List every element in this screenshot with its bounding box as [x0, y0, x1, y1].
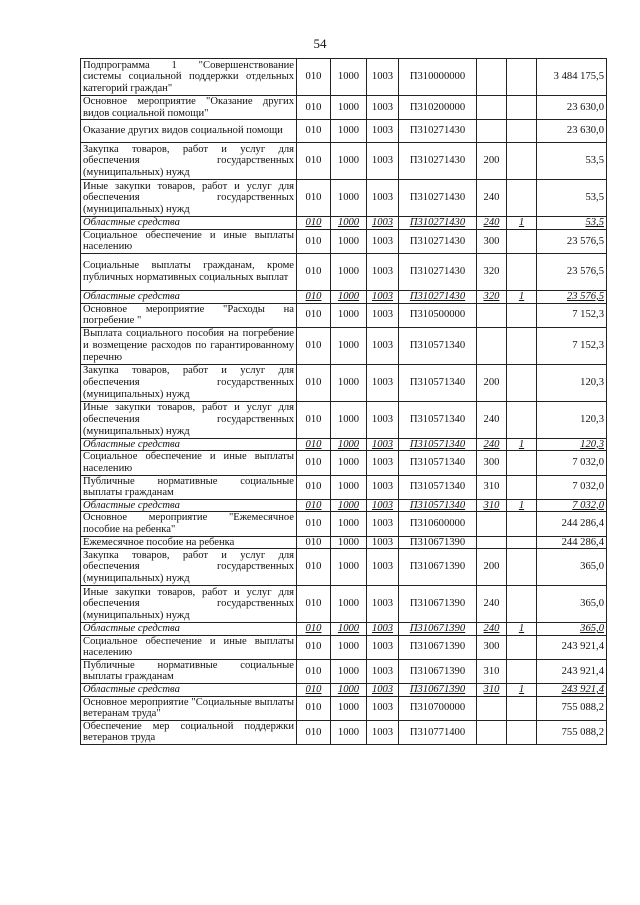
- row-amount-cell: 120,3: [537, 401, 607, 438]
- row-name-cell: Социальное обеспечение и иные выплаты населению: [81, 635, 297, 659]
- row-expense-cell: [477, 720, 507, 744]
- row-subsection-cell: 1003: [367, 512, 399, 536]
- row-section-cell: 1000: [331, 586, 367, 623]
- regional-funds-row: [81, 499, 607, 512]
- table-row: [81, 229, 607, 253]
- table-row: [81, 327, 607, 364]
- row-ministry-cell: 010: [297, 143, 331, 180]
- row-amount-cell: 7 032,0: [537, 451, 607, 475]
- row-section-cell: 1000: [331, 253, 367, 290]
- row-expense-cell: [477, 120, 507, 143]
- row-ministry-cell: 010: [297, 623, 331, 636]
- row-subsection-cell: 1003: [367, 229, 399, 253]
- row-name-cell: Ежемесячное пособие на ребенка: [81, 536, 297, 549]
- row-target-cell: П310271430: [399, 253, 477, 290]
- row-amount-cell: 120,3: [537, 438, 607, 451]
- row-ministry-cell: 010: [297, 59, 331, 96]
- row-amount-cell: 53,5: [537, 180, 607, 217]
- row-amount-cell: 23 576,5: [537, 290, 607, 303]
- row-target-cell: П310671390: [399, 549, 477, 586]
- row-amount-cell: 7 152,3: [537, 303, 607, 327]
- row-source-cell: [507, 720, 537, 744]
- table-row: [81, 253, 607, 290]
- row-target-cell: П310571340: [399, 438, 477, 451]
- row-source-cell: [507, 96, 537, 120]
- table-row: [81, 451, 607, 475]
- row-section-cell: 1000: [331, 475, 367, 499]
- row-target-cell: П310571340: [399, 401, 477, 438]
- regional-funds-row: [81, 438, 607, 451]
- row-expense-cell: 240: [477, 217, 507, 230]
- row-target-cell: П310571340: [399, 499, 477, 512]
- table-row: [81, 475, 607, 499]
- row-section-cell: 1000: [331, 659, 367, 683]
- row-amount-cell: 120,3: [537, 364, 607, 401]
- row-section-cell: 1000: [331, 217, 367, 230]
- row-ministry-cell: 010: [297, 438, 331, 451]
- row-expense-cell: 310: [477, 499, 507, 512]
- row-target-cell: П310271430: [399, 290, 477, 303]
- row-expense-cell: 240: [477, 401, 507, 438]
- row-expense-cell: 240: [477, 623, 507, 636]
- row-target-cell: П310671390: [399, 586, 477, 623]
- row-target-cell: П310271430: [399, 180, 477, 217]
- row-source-cell: [507, 327, 537, 364]
- row-ministry-cell: 010: [297, 290, 331, 303]
- row-name-cell: Иные закупки товаров, работ и услуг для обеспечения государственных (муниципальных) нужд: [81, 180, 297, 217]
- row-name-cell: Оказание других видов социальной помощи: [81, 120, 297, 143]
- row-subsection-cell: 1003: [367, 217, 399, 230]
- table-row: [81, 635, 607, 659]
- row-name-cell: Областные средства: [81, 499, 297, 512]
- row-source-cell: 1: [507, 684, 537, 697]
- row-section-cell: 1000: [331, 364, 367, 401]
- row-target-cell: П310671390: [399, 684, 477, 697]
- row-section-cell: 1000: [331, 401, 367, 438]
- row-ministry-cell: 010: [297, 96, 331, 120]
- row-amount-cell: 243 921,4: [537, 635, 607, 659]
- row-expense-cell: 310: [477, 659, 507, 683]
- table-row: [81, 120, 607, 143]
- row-source-cell: [507, 475, 537, 499]
- regional-funds-row: [81, 217, 607, 230]
- row-amount-cell: 365,0: [537, 623, 607, 636]
- row-amount-cell: 53,5: [537, 143, 607, 180]
- row-subsection-cell: 1003: [367, 659, 399, 683]
- row-name-cell: Иные закупки товаров, работ и услуг для обеспечения государственных (муниципальных) нужд: [81, 586, 297, 623]
- row-target-cell: П310500000: [399, 303, 477, 327]
- row-source-cell: [507, 59, 537, 96]
- row-ministry-cell: 010: [297, 120, 331, 143]
- row-expense-cell: 300: [477, 451, 507, 475]
- row-section-cell: 1000: [331, 623, 367, 636]
- row-subsection-cell: 1003: [367, 696, 399, 720]
- row-name-cell: Областные средства: [81, 684, 297, 697]
- row-name-cell: Областные средства: [81, 217, 297, 230]
- row-subsection-cell: 1003: [367, 290, 399, 303]
- row-amount-cell: 3 484 175,5: [537, 59, 607, 96]
- row-expense-cell: 240: [477, 586, 507, 623]
- row-subsection-cell: 1003: [367, 635, 399, 659]
- row-expense-cell: 240: [477, 180, 507, 217]
- row-ministry-cell: 010: [297, 536, 331, 549]
- row-expense-cell: [477, 512, 507, 536]
- row-amount-cell: 23 576,5: [537, 229, 607, 253]
- row-ministry-cell: 010: [297, 635, 331, 659]
- row-source-cell: [507, 180, 537, 217]
- row-subsection-cell: 1003: [367, 451, 399, 475]
- row-source-cell: 1: [507, 623, 537, 636]
- row-target-cell: П310000000: [399, 59, 477, 96]
- row-expense-cell: [477, 696, 507, 720]
- row-name-cell: Выплата социального пособия на погребение и возмещение расходов по гарантированному перечню: [81, 327, 297, 364]
- row-subsection-cell: 1003: [367, 364, 399, 401]
- row-section-cell: 1000: [331, 438, 367, 451]
- row-target-cell: П310671390: [399, 536, 477, 549]
- row-target-cell: П310600000: [399, 512, 477, 536]
- regional-funds-row: [81, 290, 607, 303]
- row-target-cell: П310200000: [399, 96, 477, 120]
- regional-funds-row: [81, 684, 607, 697]
- row-subsection-cell: 1003: [367, 180, 399, 217]
- row-name-cell: Основное мероприятие "Ежемесячное пособие на ребенка": [81, 512, 297, 536]
- row-target-cell: П310271430: [399, 217, 477, 230]
- row-section-cell: 1000: [331, 229, 367, 253]
- table-row: [81, 143, 607, 180]
- row-source-cell: [507, 586, 537, 623]
- row-source-cell: 1: [507, 499, 537, 512]
- row-amount-cell: 365,0: [537, 586, 607, 623]
- row-amount-cell: 244 286,4: [537, 536, 607, 549]
- row-subsection-cell: 1003: [367, 623, 399, 636]
- row-subsection-cell: 1003: [367, 327, 399, 364]
- row-source-cell: [507, 536, 537, 549]
- row-source-cell: 1: [507, 290, 537, 303]
- row-ministry-cell: 010: [297, 549, 331, 586]
- table-row: [81, 364, 607, 401]
- row-amount-cell: 243 921,4: [537, 684, 607, 697]
- row-expense-cell: 320: [477, 253, 507, 290]
- row-source-cell: 1: [507, 438, 537, 451]
- row-ministry-cell: 010: [297, 512, 331, 536]
- row-subsection-cell: 1003: [367, 401, 399, 438]
- row-source-cell: [507, 512, 537, 536]
- row-subsection-cell: 1003: [367, 475, 399, 499]
- page-number: 54: [313, 36, 327, 51]
- row-subsection-cell: 1003: [367, 720, 399, 744]
- row-ministry-cell: 010: [297, 217, 331, 230]
- row-section-cell: 1000: [331, 96, 367, 120]
- row-subsection-cell: 1003: [367, 253, 399, 290]
- row-target-cell: П310271430: [399, 120, 477, 143]
- row-name-cell: Областные средства: [81, 290, 297, 303]
- row-ministry-cell: 010: [297, 696, 331, 720]
- row-target-cell: П310571340: [399, 475, 477, 499]
- budget-table: [80, 58, 607, 745]
- row-name-cell: Обеспечение мер социальной поддержки ветеранов труда: [81, 720, 297, 744]
- row-subsection-cell: 1003: [367, 303, 399, 327]
- row-subsection-cell: 1003: [367, 586, 399, 623]
- row-section-cell: 1000: [331, 512, 367, 536]
- row-name-cell: Закупка товаров, работ и услуг для обеспечения государственных (муниципальных) нужд: [81, 143, 297, 180]
- row-section-cell: 1000: [331, 290, 367, 303]
- row-expense-cell: 200: [477, 364, 507, 401]
- row-ministry-cell: 010: [297, 499, 331, 512]
- row-section-cell: 1000: [331, 180, 367, 217]
- table-row: [81, 96, 607, 120]
- table-row: [81, 549, 607, 586]
- row-amount-cell: 365,0: [537, 549, 607, 586]
- row-expense-cell: 300: [477, 635, 507, 659]
- table-row: [81, 303, 607, 327]
- row-ministry-cell: 010: [297, 720, 331, 744]
- row-name-cell: Социальное обеспечение и иные выплаты населению: [81, 451, 297, 475]
- row-section-cell: 1000: [331, 451, 367, 475]
- row-amount-cell: 755 088,2: [537, 720, 607, 744]
- row-ministry-cell: 010: [297, 475, 331, 499]
- row-expense-cell: 300: [477, 229, 507, 253]
- row-amount-cell: 7 032,0: [537, 475, 607, 499]
- table-row: [81, 696, 607, 720]
- table-row: [81, 401, 607, 438]
- row-target-cell: П310571340: [399, 451, 477, 475]
- row-ministry-cell: 010: [297, 327, 331, 364]
- row-ministry-cell: 010: [297, 253, 331, 290]
- table-row: [81, 180, 607, 217]
- row-subsection-cell: 1003: [367, 536, 399, 549]
- row-expense-cell: [477, 96, 507, 120]
- row-expense-cell: 240: [477, 438, 507, 451]
- row-source-cell: [507, 303, 537, 327]
- row-target-cell: П310671390: [399, 623, 477, 636]
- row-section-cell: 1000: [331, 327, 367, 364]
- row-name-cell: Областные средства: [81, 623, 297, 636]
- row-name-cell: Иные закупки товаров, работ и услуг для обеспечения государственных (муниципальных) нужд: [81, 401, 297, 438]
- row-target-cell: П310700000: [399, 696, 477, 720]
- row-target-cell: П310571340: [399, 327, 477, 364]
- row-ministry-cell: 010: [297, 229, 331, 253]
- row-section-cell: 1000: [331, 120, 367, 143]
- row-source-cell: [507, 549, 537, 586]
- row-section-cell: 1000: [331, 536, 367, 549]
- row-source-cell: [507, 659, 537, 683]
- row-source-cell: [507, 253, 537, 290]
- row-target-cell: П310571340: [399, 364, 477, 401]
- row-target-cell: П310671390: [399, 659, 477, 683]
- row-section-cell: 1000: [331, 720, 367, 744]
- row-expense-cell: [477, 536, 507, 549]
- row-name-cell: Областные средства: [81, 438, 297, 451]
- row-name-cell: Закупка товаров, работ и услуг для обеспечения государственных (муниципальных) нужд: [81, 549, 297, 586]
- row-amount-cell: 53,5: [537, 217, 607, 230]
- table-row: [81, 659, 607, 683]
- table-row: [81, 59, 607, 96]
- row-source-cell: [507, 120, 537, 143]
- row-name-cell: Закупка товаров, работ и услуг для обеспечения государственных (муниципальных) нужд: [81, 364, 297, 401]
- row-source-cell: [507, 401, 537, 438]
- row-expense-cell: [477, 303, 507, 327]
- row-amount-cell: 7 152,3: [537, 327, 607, 364]
- row-name-cell: Основное мероприятие "Оказание других видов социальной помощи": [81, 96, 297, 120]
- row-amount-cell: 244 286,4: [537, 512, 607, 536]
- row-ministry-cell: 010: [297, 180, 331, 217]
- table-row: [81, 720, 607, 744]
- row-source-cell: [507, 229, 537, 253]
- row-name-cell: Публичные нормативные социальные выплаты гражданам: [81, 659, 297, 683]
- row-expense-cell: 310: [477, 684, 507, 697]
- row-expense-cell: 310: [477, 475, 507, 499]
- row-ministry-cell: 010: [297, 451, 331, 475]
- row-section-cell: 1000: [331, 635, 367, 659]
- table-row: [81, 536, 607, 549]
- row-expense-cell: [477, 59, 507, 96]
- row-expense-cell: 200: [477, 549, 507, 586]
- row-ministry-cell: 010: [297, 659, 331, 683]
- row-section-cell: 1000: [331, 303, 367, 327]
- table-row: [81, 512, 607, 536]
- row-subsection-cell: 1003: [367, 438, 399, 451]
- row-ministry-cell: 010: [297, 401, 331, 438]
- row-ministry-cell: 010: [297, 586, 331, 623]
- row-amount-cell: 23 630,0: [537, 120, 607, 143]
- row-subsection-cell: 1003: [367, 549, 399, 586]
- row-target-cell: П310771400: [399, 720, 477, 744]
- budget-table-body: [81, 59, 607, 745]
- row-ministry-cell: 010: [297, 364, 331, 401]
- row-subsection-cell: 1003: [367, 120, 399, 143]
- row-amount-cell: 7 032,0: [537, 499, 607, 512]
- row-section-cell: 1000: [331, 549, 367, 586]
- row-target-cell: П310271430: [399, 229, 477, 253]
- row-name-cell: Основное мероприятие "Расходы на погребение ": [81, 303, 297, 327]
- row-expense-cell: [477, 327, 507, 364]
- row-ministry-cell: 010: [297, 303, 331, 327]
- row-source-cell: 1: [507, 217, 537, 230]
- row-amount-cell: 755 088,2: [537, 696, 607, 720]
- row-source-cell: [507, 143, 537, 180]
- table-row: [81, 586, 607, 623]
- row-section-cell: 1000: [331, 499, 367, 512]
- row-expense-cell: 200: [477, 143, 507, 180]
- row-subsection-cell: 1003: [367, 96, 399, 120]
- row-source-cell: [507, 696, 537, 720]
- row-source-cell: [507, 451, 537, 475]
- row-source-cell: [507, 635, 537, 659]
- row-subsection-cell: 1003: [367, 499, 399, 512]
- row-target-cell: П310671390: [399, 635, 477, 659]
- row-section-cell: 1000: [331, 59, 367, 96]
- row-name-cell: Подпрограмма 1 "Совершенствование системы социальной поддержки отдельных категорий граждан": [81, 59, 297, 96]
- row-subsection-cell: 1003: [367, 143, 399, 180]
- row-amount-cell: 23 576,5: [537, 253, 607, 290]
- row-section-cell: 1000: [331, 684, 367, 697]
- row-amount-cell: 23 630,0: [537, 96, 607, 120]
- row-expense-cell: 320: [477, 290, 507, 303]
- regional-funds-row: [81, 623, 607, 636]
- row-subsection-cell: 1003: [367, 59, 399, 96]
- row-name-cell: Основное мероприятие "Социальные выплаты ветеранам труда": [81, 696, 297, 720]
- row-name-cell: Социальное обеспечение и иные выплаты населению: [81, 229, 297, 253]
- row-target-cell: П310271430: [399, 143, 477, 180]
- row-amount-cell: 243 921,4: [537, 659, 607, 683]
- row-name-cell: Публичные нормативные социальные выплаты гражданам: [81, 475, 297, 499]
- row-subsection-cell: 1003: [367, 684, 399, 697]
- row-section-cell: 1000: [331, 143, 367, 180]
- row-name-cell: Социальные выплаты гражданам, кроме публичных нормативных социальных выплат: [81, 253, 297, 290]
- row-ministry-cell: 010: [297, 684, 331, 697]
- row-source-cell: [507, 364, 537, 401]
- row-section-cell: 1000: [331, 696, 367, 720]
